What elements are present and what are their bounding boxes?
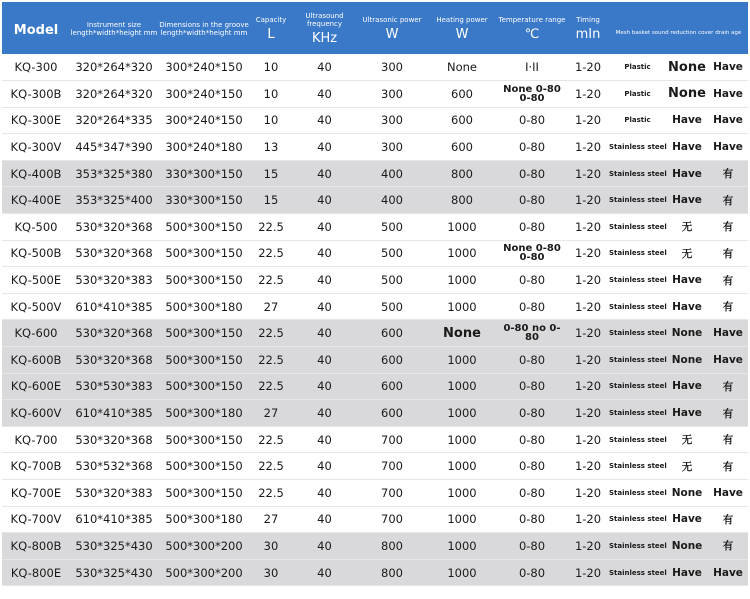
cell-temperature-range: 0-80 [518, 379, 546, 394]
cell-model: KQ-700E [10, 485, 62, 500]
cell-heating-power: 800 [451, 193, 473, 208]
cell-capacity: 30 [263, 538, 279, 553]
cell-drain: 有 [722, 540, 734, 553]
cell-frequency: 40 [317, 273, 332, 288]
cell-instrument-size: 445*347*390 [75, 140, 153, 155]
table-row [2, 373, 748, 400]
cell-sound-cover: None [671, 353, 703, 366]
cell-heating-power: 800 [451, 166, 473, 181]
cell-timing: 1-20 [574, 512, 602, 527]
cell-model: KQ-400E [10, 193, 62, 208]
cell-timing: 1-20 [574, 60, 602, 75]
cell-frequency: 40 [317, 565, 332, 580]
cell-frequency: 40 [317, 86, 332, 101]
cell-mesh-basket: Stainless steel [609, 143, 667, 152]
cell-frequency: 40 [317, 379, 332, 394]
cell-instrument-size: 320*264*335 [75, 113, 153, 128]
cell-temperature-range: 0-80 [518, 432, 546, 447]
cell-model: KQ-500 [14, 219, 58, 234]
cell-temperature-range: 0-80 [518, 565, 546, 580]
cell-instrument-size: 353*325*380 [75, 166, 153, 181]
table-row [2, 134, 748, 161]
cell-temperature-range: 0-80 [518, 193, 546, 208]
cell-mesh-basket: Stainless steel [609, 409, 667, 418]
cell-groove-dimensions: 500*300*150 [165, 219, 243, 234]
cell-instrument-size: 610*410*385 [75, 512, 153, 527]
cell-frequency: 40 [317, 485, 332, 500]
cell-groove-dimensions: 500*300*150 [165, 432, 243, 447]
table-body [2, 54, 748, 586]
cell-mesh-basket: Stainless steel [609, 169, 667, 178]
cell-mesh-basket: Stainless steel [609, 355, 667, 364]
cell-heating-power: 1000 [447, 219, 477, 234]
cell-temperature-range: 0-80 [518, 273, 546, 288]
table-header [2, 2, 748, 54]
cell-sound-cover: Have [672, 167, 702, 180]
cell-heating-power: 600 [451, 140, 473, 155]
cell-ultrasonic-power: 700 [381, 459, 403, 474]
cell-groove-dimensions: 500*300*200 [165, 538, 243, 553]
cell-frequency: 40 [317, 352, 332, 367]
cell-timing: 1-20 [574, 140, 602, 155]
cell-ultrasonic-power: 600 [381, 379, 403, 394]
cell-heating-power: 1000 [447, 379, 477, 394]
cell-instrument-size: 320*264*320 [75, 86, 153, 101]
cell-capacity: 22.5 [258, 273, 284, 288]
header-capacity: Capacity L [255, 16, 287, 42]
cell-drain: 有 [722, 274, 734, 287]
cell-temperature-range: None 0-80 0-80 [503, 243, 561, 264]
cell-sound-cover: Have [672, 380, 702, 393]
cell-capacity: 22.5 [258, 459, 284, 474]
cell-ultrasonic-power: 500 [381, 246, 403, 261]
cell-drain: Have [713, 353, 743, 366]
cell-sound-cover: None [671, 539, 703, 552]
cell-ultrasonic-power: 300 [381, 113, 403, 128]
cell-heating-power: 1000 [447, 432, 477, 447]
cell-groove-dimensions: 330*300*150 [165, 193, 243, 208]
table-row [2, 320, 748, 347]
cell-mesh-basket: Stainless steel [609, 462, 667, 471]
table-row [2, 107, 748, 134]
cell-mesh-basket: Stainless steel [609, 382, 667, 391]
cell-model: KQ-600B [10, 352, 62, 367]
cell-groove-dimensions: 500*300*150 [165, 485, 243, 500]
cell-instrument-size: 530*320*368 [75, 326, 153, 341]
cell-heating-power: None [446, 60, 477, 75]
cell-instrument-size: 530*320*368 [75, 432, 153, 447]
cell-capacity: 27 [263, 512, 279, 527]
cell-temperature-range: 0-80 [518, 406, 546, 421]
cell-temperature-range: 0-80 [518, 459, 546, 474]
cell-timing: 1-20 [574, 326, 602, 341]
cell-ultrasonic-power: 700 [381, 512, 403, 527]
cell-temperature-range: 0-80 [518, 485, 546, 500]
cell-model: KQ-500V [10, 299, 62, 314]
cell-timing: 1-20 [574, 273, 602, 288]
cell-heating-power: 1000 [447, 299, 477, 314]
header-timing: Timing mIn [575, 16, 601, 42]
cell-timing: 1-20 [574, 432, 602, 447]
cell-capacity: 22.5 [258, 326, 284, 341]
table-row [2, 453, 748, 480]
cell-heating-power: 600 [451, 86, 473, 101]
cell-timing: 1-20 [574, 406, 602, 421]
cell-drain: Have [713, 114, 743, 127]
table-row [2, 506, 748, 533]
cell-groove-dimensions: 500*300*150 [165, 326, 243, 341]
cell-temperature-range: 0-80 [518, 352, 546, 367]
cell-groove-dimensions: 300*240*150 [165, 113, 243, 128]
cell-instrument-size: 610*410*385 [75, 406, 153, 421]
cell-mesh-basket: Stainless steel [609, 515, 667, 524]
cell-instrument-size: 530*532*368 [75, 459, 153, 474]
cell-capacity: 22.5 [258, 379, 284, 394]
table-row [2, 187, 748, 214]
cell-mesh-basket: Plastic [624, 116, 651, 125]
cell-temperature-range: 0-80 [518, 140, 546, 155]
cell-heating-power: 1000 [447, 406, 477, 421]
cell-timing: 1-20 [574, 459, 602, 474]
cell-ultrasonic-power: 600 [381, 326, 403, 341]
cell-frequency: 40 [317, 406, 332, 421]
cell-timing: 1-20 [574, 166, 602, 181]
cell-instrument-size: 530*320*383 [75, 273, 153, 288]
cell-sound-cover: Have [672, 407, 702, 420]
cell-instrument-size: 530*320*368 [75, 246, 153, 261]
table-row [2, 426, 748, 453]
cell-groove-dimensions: 500*300*150 [165, 352, 243, 367]
cell-instrument-size: 530*325*430 [75, 565, 153, 580]
table-row [2, 54, 748, 81]
cell-groove-dimensions: 300*240*180 [165, 140, 243, 155]
cell-sound-cover: Have [672, 194, 702, 207]
cell-temperature-range: 0-80 [518, 166, 546, 181]
cell-frequency: 40 [317, 166, 332, 181]
cell-ultrasonic-power: 800 [381, 538, 403, 553]
cell-temperature-range: 0-80 [518, 219, 546, 234]
cell-timing: 1-20 [574, 246, 602, 261]
cell-capacity: 30 [263, 565, 279, 580]
cell-drain: Have [713, 486, 743, 499]
cell-groove-dimensions: 300*240*150 [165, 86, 243, 101]
cell-groove-dimensions: 500*300*150 [165, 459, 243, 474]
cell-ultrasonic-power: 700 [381, 485, 403, 500]
table-row [2, 533, 748, 560]
cell-instrument-size: 320*264*320 [75, 60, 153, 75]
cell-timing: 1-20 [574, 379, 602, 394]
cell-frequency: 40 [317, 113, 332, 128]
cell-sound-cover: Have [672, 513, 702, 526]
cell-frequency: 40 [317, 219, 332, 234]
cell-mesh-basket: Stainless steel [609, 249, 667, 258]
cell-sound-cover: Have [672, 141, 702, 154]
cell-instrument-size: 353*325*400 [75, 193, 153, 208]
cell-frequency: 40 [317, 246, 332, 261]
cell-heating-power: 1000 [447, 538, 477, 553]
cell-timing: 1-20 [574, 86, 602, 101]
cell-model: KQ-400B [10, 166, 62, 181]
cell-timing: 1-20 [574, 565, 602, 580]
header-heating-power: Heating power W [436, 16, 488, 42]
cell-sound-cover: Have [672, 274, 702, 287]
cell-capacity: 27 [263, 299, 279, 314]
cell-capacity: 15 [263, 166, 279, 181]
cell-sound-cover: None [671, 327, 703, 340]
cell-frequency: 40 [317, 512, 332, 527]
cell-mesh-basket: Stainless steel [609, 302, 667, 311]
cell-temperature-range: I·II [525, 60, 539, 75]
header-ultrasonic-power: Ultrasonic power W [362, 16, 422, 42]
cell-heating-power: 1000 [447, 485, 477, 500]
cell-heating-power: 1000 [447, 273, 477, 288]
cell-mesh-basket: Plastic [624, 89, 651, 98]
cell-frequency: 40 [317, 432, 332, 447]
cell-temperature-range: 0-80 no 0-80 [503, 323, 561, 344]
cell-mesh-basket: Plastic [624, 63, 651, 72]
header-model: Model [13, 22, 59, 38]
cell-drain: 有 [722, 168, 734, 181]
cell-groove-dimensions: 500*300*200 [165, 565, 243, 580]
cell-model: KQ-500B [10, 246, 62, 261]
cell-ultrasonic-power: 300 [381, 60, 403, 75]
cell-drain: 有 [722, 301, 734, 314]
cell-mesh-basket: Stainless steel [609, 541, 667, 550]
cell-instrument-size: 530*530*383 [75, 379, 153, 394]
cell-frequency: 40 [317, 459, 332, 474]
table-row [2, 400, 748, 427]
cell-model: KQ-300V [10, 140, 62, 155]
cell-sound-cover: 无 [681, 460, 693, 473]
cell-instrument-size: 530*320*383 [75, 485, 153, 500]
cell-timing: 1-20 [574, 485, 602, 500]
cell-mesh-basket: Stainless steel [609, 276, 667, 285]
cell-ultrasonic-power: 800 [381, 565, 403, 580]
cell-sound-cover: None [671, 486, 703, 499]
cell-timing: 1-20 [574, 193, 602, 208]
cell-instrument-size: 530*320*368 [75, 219, 153, 234]
cell-sound-cover: 无 [681, 221, 693, 234]
cell-model: KQ-700V [10, 512, 62, 527]
cell-groove-dimensions: 500*300*150 [165, 379, 243, 394]
cell-temperature-range: 0-80 [518, 113, 546, 128]
cell-model: KQ-300E [10, 113, 62, 128]
header-instrument-size: Instrument size length*width*height mm [70, 21, 158, 37]
cell-drain: 有 [722, 513, 734, 526]
table-row [2, 347, 748, 374]
cell-capacity: 22.5 [258, 246, 284, 261]
cell-ultrasonic-power: 500 [381, 299, 403, 314]
cell-drain: 有 [722, 434, 734, 447]
cell-drain: 有 [722, 221, 734, 234]
table-row [2, 293, 748, 320]
cell-heating-power: 1000 [447, 459, 477, 474]
cell-capacity: 10 [263, 113, 279, 128]
cell-groove-dimensions: 300*240*150 [165, 60, 243, 75]
cell-timing: 1-20 [574, 352, 602, 367]
cell-frequency: 40 [317, 538, 332, 553]
cell-sound-cover: 无 [681, 247, 693, 260]
table-row [2, 559, 748, 586]
cell-mesh-basket: Stainless steel [609, 435, 667, 444]
spec-table [2, 2, 748, 586]
cell-model: KQ-600 [14, 326, 58, 341]
cell-drain: Have [713, 141, 743, 154]
cell-frequency: 40 [317, 299, 332, 314]
cell-model: KQ-800B [10, 538, 62, 553]
cell-capacity: 22.5 [258, 219, 284, 234]
cell-capacity: 22.5 [258, 485, 284, 500]
cell-drain: Have [713, 327, 743, 340]
cell-temperature-range: 0-80 [518, 299, 546, 314]
header-frequency: Ultrasound frequency KHz [305, 12, 344, 46]
header-temperature-range: Temperature range ℃ [498, 16, 566, 42]
table-row [2, 240, 748, 267]
cell-groove-dimensions: 500*300*180 [165, 406, 243, 421]
cell-instrument-size: 610*410*385 [75, 299, 153, 314]
cell-groove-dimensions: 500*300*150 [165, 273, 243, 288]
cell-sound-cover: Have [672, 114, 702, 127]
header-groove-dimensions: Dimensions in the groove length*width*height mm [159, 21, 249, 37]
cell-mesh-basket: Stainless steel [609, 222, 667, 231]
cell-frequency: 40 [317, 326, 332, 341]
cell-heating-power: 1000 [447, 565, 477, 580]
cell-drain: 有 [722, 407, 734, 420]
cell-timing: 1-20 [574, 538, 602, 553]
cell-capacity: 22.5 [258, 432, 284, 447]
cell-groove-dimensions: 500*300*180 [165, 512, 243, 527]
cell-ultrasonic-power: 600 [381, 352, 403, 367]
cell-temperature-range: 0-80 [518, 538, 546, 553]
cell-instrument-size: 530*325*430 [75, 538, 153, 553]
cell-temperature-range: 0-80 [518, 512, 546, 527]
cell-mesh-basket: Stainless steel [609, 196, 667, 205]
cell-ultrasonic-power: 300 [381, 86, 403, 101]
cell-model: KQ-700 [14, 432, 58, 447]
cell-sound-cover: Have [672, 300, 702, 313]
cell-ultrasonic-power: 500 [381, 273, 403, 288]
cell-model: KQ-300 [14, 60, 58, 75]
cell-ultrasonic-power: 500 [381, 219, 403, 234]
cell-heating-power: 600 [451, 113, 473, 128]
cell-mesh-basket: Stainless steel [609, 329, 667, 338]
cell-drain: 有 [722, 380, 734, 393]
cell-mesh-basket: Stainless steel [609, 488, 667, 497]
cell-sound-cover: None [668, 59, 706, 75]
cell-capacity: 22.5 [258, 352, 284, 367]
cell-ultrasonic-power: 600 [381, 406, 403, 421]
cell-model: KQ-500E [10, 273, 62, 288]
table-row [2, 480, 748, 507]
header-mesh-cover-drain: Mesh basket sound reduction cover drain age [615, 29, 742, 36]
cell-frequency: 40 [317, 60, 332, 75]
table-row [2, 214, 748, 241]
cell-sound-cover: 无 [681, 434, 693, 447]
cell-timing: 1-20 [574, 113, 602, 128]
cell-heating-power: 1000 [447, 512, 477, 527]
spec-table-wrapper [2, 2, 748, 592]
cell-model: KQ-700B [10, 459, 62, 474]
cell-model: KQ-600E [10, 379, 62, 394]
cell-groove-dimensions: 330*300*150 [165, 166, 243, 181]
cell-drain: 有 [722, 460, 734, 473]
cell-capacity: 10 [263, 86, 279, 101]
cell-heating-power: 1000 [447, 352, 477, 367]
cell-capacity: 13 [263, 140, 279, 155]
cell-ultrasonic-power: 400 [381, 166, 403, 181]
cell-model: KQ-600V [10, 406, 62, 421]
table-row [2, 160, 748, 187]
cell-mesh-basket: Stainless steel [609, 568, 667, 577]
cell-drain: 有 [722, 194, 734, 207]
cell-capacity: 15 [263, 193, 279, 208]
cell-frequency: 40 [317, 193, 332, 208]
cell-ultrasonic-power: 300 [381, 140, 403, 155]
cell-groove-dimensions: 500*300*180 [165, 299, 243, 314]
cell-timing: 1-20 [574, 299, 602, 314]
table-row [2, 81, 748, 108]
cell-drain: Have [713, 566, 743, 579]
cell-heating-power: 1000 [447, 246, 477, 261]
cell-groove-dimensions: 500*300*150 [165, 246, 243, 261]
cell-timing: 1-20 [574, 219, 602, 234]
cell-model: KQ-800E [10, 565, 62, 580]
cell-drain: 有 [722, 247, 734, 260]
cell-frequency: 40 [317, 140, 332, 155]
cell-drain: Have [713, 61, 743, 74]
cell-instrument-size: 530*320*368 [75, 352, 153, 367]
cell-temperature-range: None 0-80 0-80 [503, 83, 561, 104]
cell-model: KQ-300B [10, 86, 62, 101]
cell-sound-cover: Have [672, 566, 702, 579]
cell-capacity: 27 [263, 406, 279, 421]
cell-ultrasonic-power: 700 [381, 432, 403, 447]
cell-drain: Have [713, 87, 743, 100]
cell-capacity: 10 [263, 60, 279, 75]
cell-sound-cover: None [668, 86, 706, 102]
cell-heating-power: None [443, 325, 481, 341]
cell-ultrasonic-power: 400 [381, 193, 403, 208]
table-row [2, 267, 748, 294]
